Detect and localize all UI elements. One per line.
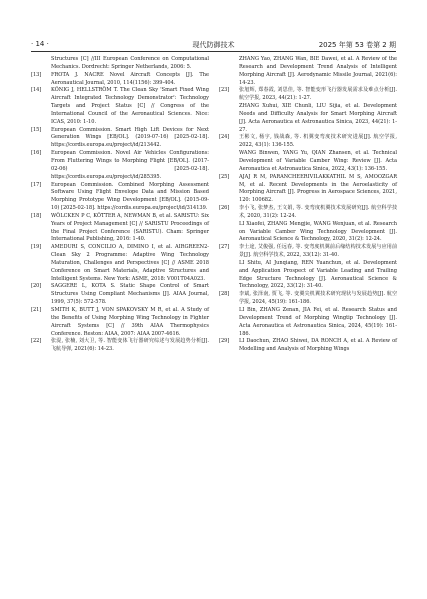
reference-number: [15] xyxy=(31,126,42,133)
reference-text: AJAJ R M, PARANCHEERIVILAKKATHIL M S, AMOOZGAR M, et al. Recent Developments in the Aeroelasticity of Morphing Aircraft [J]. Progress in Aerospace Sciences, 2021, 120: 100682. xyxy=(239,173,397,204)
reference-entry xyxy=(219,291,397,307)
reference-number: [24] xyxy=(219,134,230,141)
reference-text: WANG Binwen, YANG Yu, QIAN Zhansen, et al. Technical Development of Variable Camber Wing: Review [J]. Acta Aeronautica et Astronautica Sinica, 2022, 43(1): 136-155. xyxy=(239,150,397,172)
reference-number: [26] xyxy=(219,205,230,212)
reference-entry xyxy=(31,283,209,307)
reference-entry xyxy=(219,338,397,354)
reference-text: ZHANG Xuhui, XIE Chunli, LIU Sijia, et al. Development Needs and Difficulty Analysis for Smart Morphing Aircraft [J]. Acta Aeronautica et Astronautica Sinica, 2023, 44(21): 1-27. xyxy=(239,103,397,133)
reference-number: [29] xyxy=(219,338,230,345)
reference-text: LI Shitu, AI Junqiang, REN Yuanchun, et al. Development and Application Prospect of Variable Leading and Trailing Edge Structure Technology [J]. Aeronautical Science & Technology, 2022, 33(12): 31-40. xyxy=(239,259,397,290)
reference-number: [18] xyxy=(31,212,42,219)
reference-entry xyxy=(31,150,209,181)
reference-number: [21] xyxy=(31,307,42,313)
reference-text: WÖLCKEN P C, KÖTTER A, NEWMAN B, et al. SARISTU: Six Years of Project Management [C] // SARISTU Proceedings of the Final Project Conference (SARISTU). Cham: Springer International Publishing, 2016: 1-40. xyxy=(51,212,209,243)
reference-entry xyxy=(219,134,397,150)
reference-entry xyxy=(31,307,209,338)
references-left-column xyxy=(31,56,209,354)
reference-text: Structures [C] //III European Conference on Computational Mechanics. Dordrecht: Springer Netherlands, 2006: 5. xyxy=(51,56,209,70)
reference-text: 李士途, 艾俊强, 任远春, 等. 变弯度机翼前后缘结构技术发展与应用前景[J]. 航空科学技术, 2022, 33(12): 31-40. xyxy=(239,244,397,259)
reference-number: [17] xyxy=(31,181,42,188)
reference-text: AMEDURI S, CONCILIO A, DIMINO I, et al. AIRGREEN2-Clean Sky 2 Programme: Adaptive Wing Technology Maturation, Challenges and Perspectives [C] // ASME 2018 Conference on Smart Materials, Adaptive Structures and Intelligent Systems. New York: ASME, 2018: V001T04A023. xyxy=(51,244,209,282)
reference-number: [27] xyxy=(219,244,230,251)
reference-entry xyxy=(31,72,209,88)
reference-translation xyxy=(219,307,397,338)
reference-entry xyxy=(31,213,209,244)
reference-text: European Commission. Combined Morphing Assessment Software Using Flight Envelope Data and Mission Based Morphing Prototype Wing Development [EB/OL]. (2015-09-10) [2025-02-18]. https://cordis.europa.eu/project/id/314139. xyxy=(51,181,209,212)
journal-title: 现代防御技术 xyxy=(192,41,235,49)
reference-entry xyxy=(219,244,397,260)
reference-entry xyxy=(31,127,209,151)
reference-number: [16] xyxy=(31,150,42,157)
reference-text: SMITH K, BUTT J, VON SPAKOVSKY M R, et al. A Study of the Benefits of Using Morphing Wing Technology in Fighter Aircraft Systems [C] // 39th AIAA Thermophysics Conference. Reston: AIAA, 2007: AIAA 2007-4616. xyxy=(51,307,209,337)
reference-number: [19] xyxy=(31,244,42,251)
reference-text: European Commission. Smart High Lift Devices for Next Generation Wings [EB/OL]. (2019-07-16) [2025-02-18]. https://cordis.europa.eu/project/id/213442. xyxy=(51,126,209,149)
reference-text: 张湜, 张楠, 刘大卫, 等. 智能变体飞行器研究综述与发展趋势分析[J]. 飞航导弹, 2021(6): 14-23. xyxy=(51,338,209,353)
reference-text: 李斌, 张泽南, 贾飞, 等. 变翼尖机翼技术研究现状与发展趋势[J]. 航空学报, 2024, 45(19): 161-186. xyxy=(239,291,397,306)
reference-number: [23] xyxy=(219,87,230,94)
reference-text: ZHANG Yao, ZHANG Wan, BIE Dawei, et al. A Review of the Research and Development Trend Analysis of Intelligent Morphing Aircraft [J]. Aerodynamic Missile Journal, 2021(6): 14-23. xyxy=(239,56,397,86)
reference-number: [14] xyxy=(31,87,42,94)
reference-translation xyxy=(31,56,209,72)
reference-number: [13] xyxy=(31,71,42,78)
page-header xyxy=(0,0,427,58)
reference-number: [22] xyxy=(31,338,42,345)
reference-translation xyxy=(219,221,397,245)
header-rule xyxy=(31,51,396,52)
references-right-column xyxy=(219,56,397,354)
reference-translation xyxy=(219,103,397,134)
reference-number: [28] xyxy=(219,291,230,298)
reference-text: 张旭辉, 郑春霞, 刘思佳, 等. 智能变形飞行器发展需求及难点分析[J]. 航空学报, 2023, 44(21): 1-27. xyxy=(239,87,397,102)
reference-text: FROTA J. NACRE Novel Aircraft Concepts [J]. The Aeronautical Journal, 2010, 114(1156): 399-404. xyxy=(51,71,209,86)
reference-text: SAGGERE L, KOTA S. Static Shape Control of Smart Structures Using Compliant Mechanisms [J]. AIAA Journal, 1999, 37(5): 572-578. xyxy=(51,283,209,306)
reference-text: 李小飞, 张梦杰, 王文娟, 等. 变弯度机翼技术发展研究[J]. 航空科学技术, 2020, 31(2): 12-24. xyxy=(239,205,397,219)
reference-entry xyxy=(31,338,209,354)
reference-translation xyxy=(219,260,397,291)
reference-number: [25] xyxy=(219,173,230,180)
reference-translation xyxy=(219,56,397,87)
reference-text: KÖNIG J, HELLSTRÖM T. The Clean Sky 'Smart Fixed Wing Aircraft Integrated Technology Demonstrator': Technology Targets and Project Status [C] // Congress of the International Council of the Aeronautical Sciences. Nice: ICAS, 2010: 1-10. xyxy=(51,87,209,125)
reference-entry xyxy=(219,174,397,205)
reference-number: [20] xyxy=(31,283,42,290)
reference-entry xyxy=(219,87,397,103)
page-number: · 14 · xyxy=(31,40,49,48)
reference-entry xyxy=(31,182,209,213)
reference-text: LI Xiaofei, ZHANG Mengjie, WANG Wenjuan, et al. Research on Variable Camber Wing Technology Development [J]. Aeronautical Science & Technology, 2020, 31(2): 12-24. xyxy=(239,220,397,243)
reference-text: LI Daochun, ZHAO Shiwei, DA RONCH A, et al. A Review of Modelling and Analysis of Morphing Wings xyxy=(239,338,397,353)
reference-text: 王彬文, 杨宇, 钱战森, 等. 机翼变弯度技术研究进展[J]. 航空学报, 2022, 43(1): 136-155. xyxy=(239,134,397,149)
reference-translation xyxy=(219,150,397,174)
reference-text: European Commission. Novel Air Vehicles Configurations: From Fluttering Wings to Morphing Flight [EB/OL]. (2017-02-06) [2025-02-18]. https://cordis.europa.eu/project/id/285395. xyxy=(51,150,209,180)
reference-text: LI Bin, ZHANG Zenan, JIA Fei, et al. Research Status and Development Trend of Morphing Wingtip Technology [J]. Acta Aeronautica et Astronautica Sinica, 2024, 45(19): 161-186. xyxy=(239,307,397,337)
reference-entry xyxy=(31,244,209,283)
issue-info: 2025 年第 53 卷第 2 期 xyxy=(318,41,396,49)
reference-entry xyxy=(31,87,209,126)
reference-entry xyxy=(219,205,397,221)
